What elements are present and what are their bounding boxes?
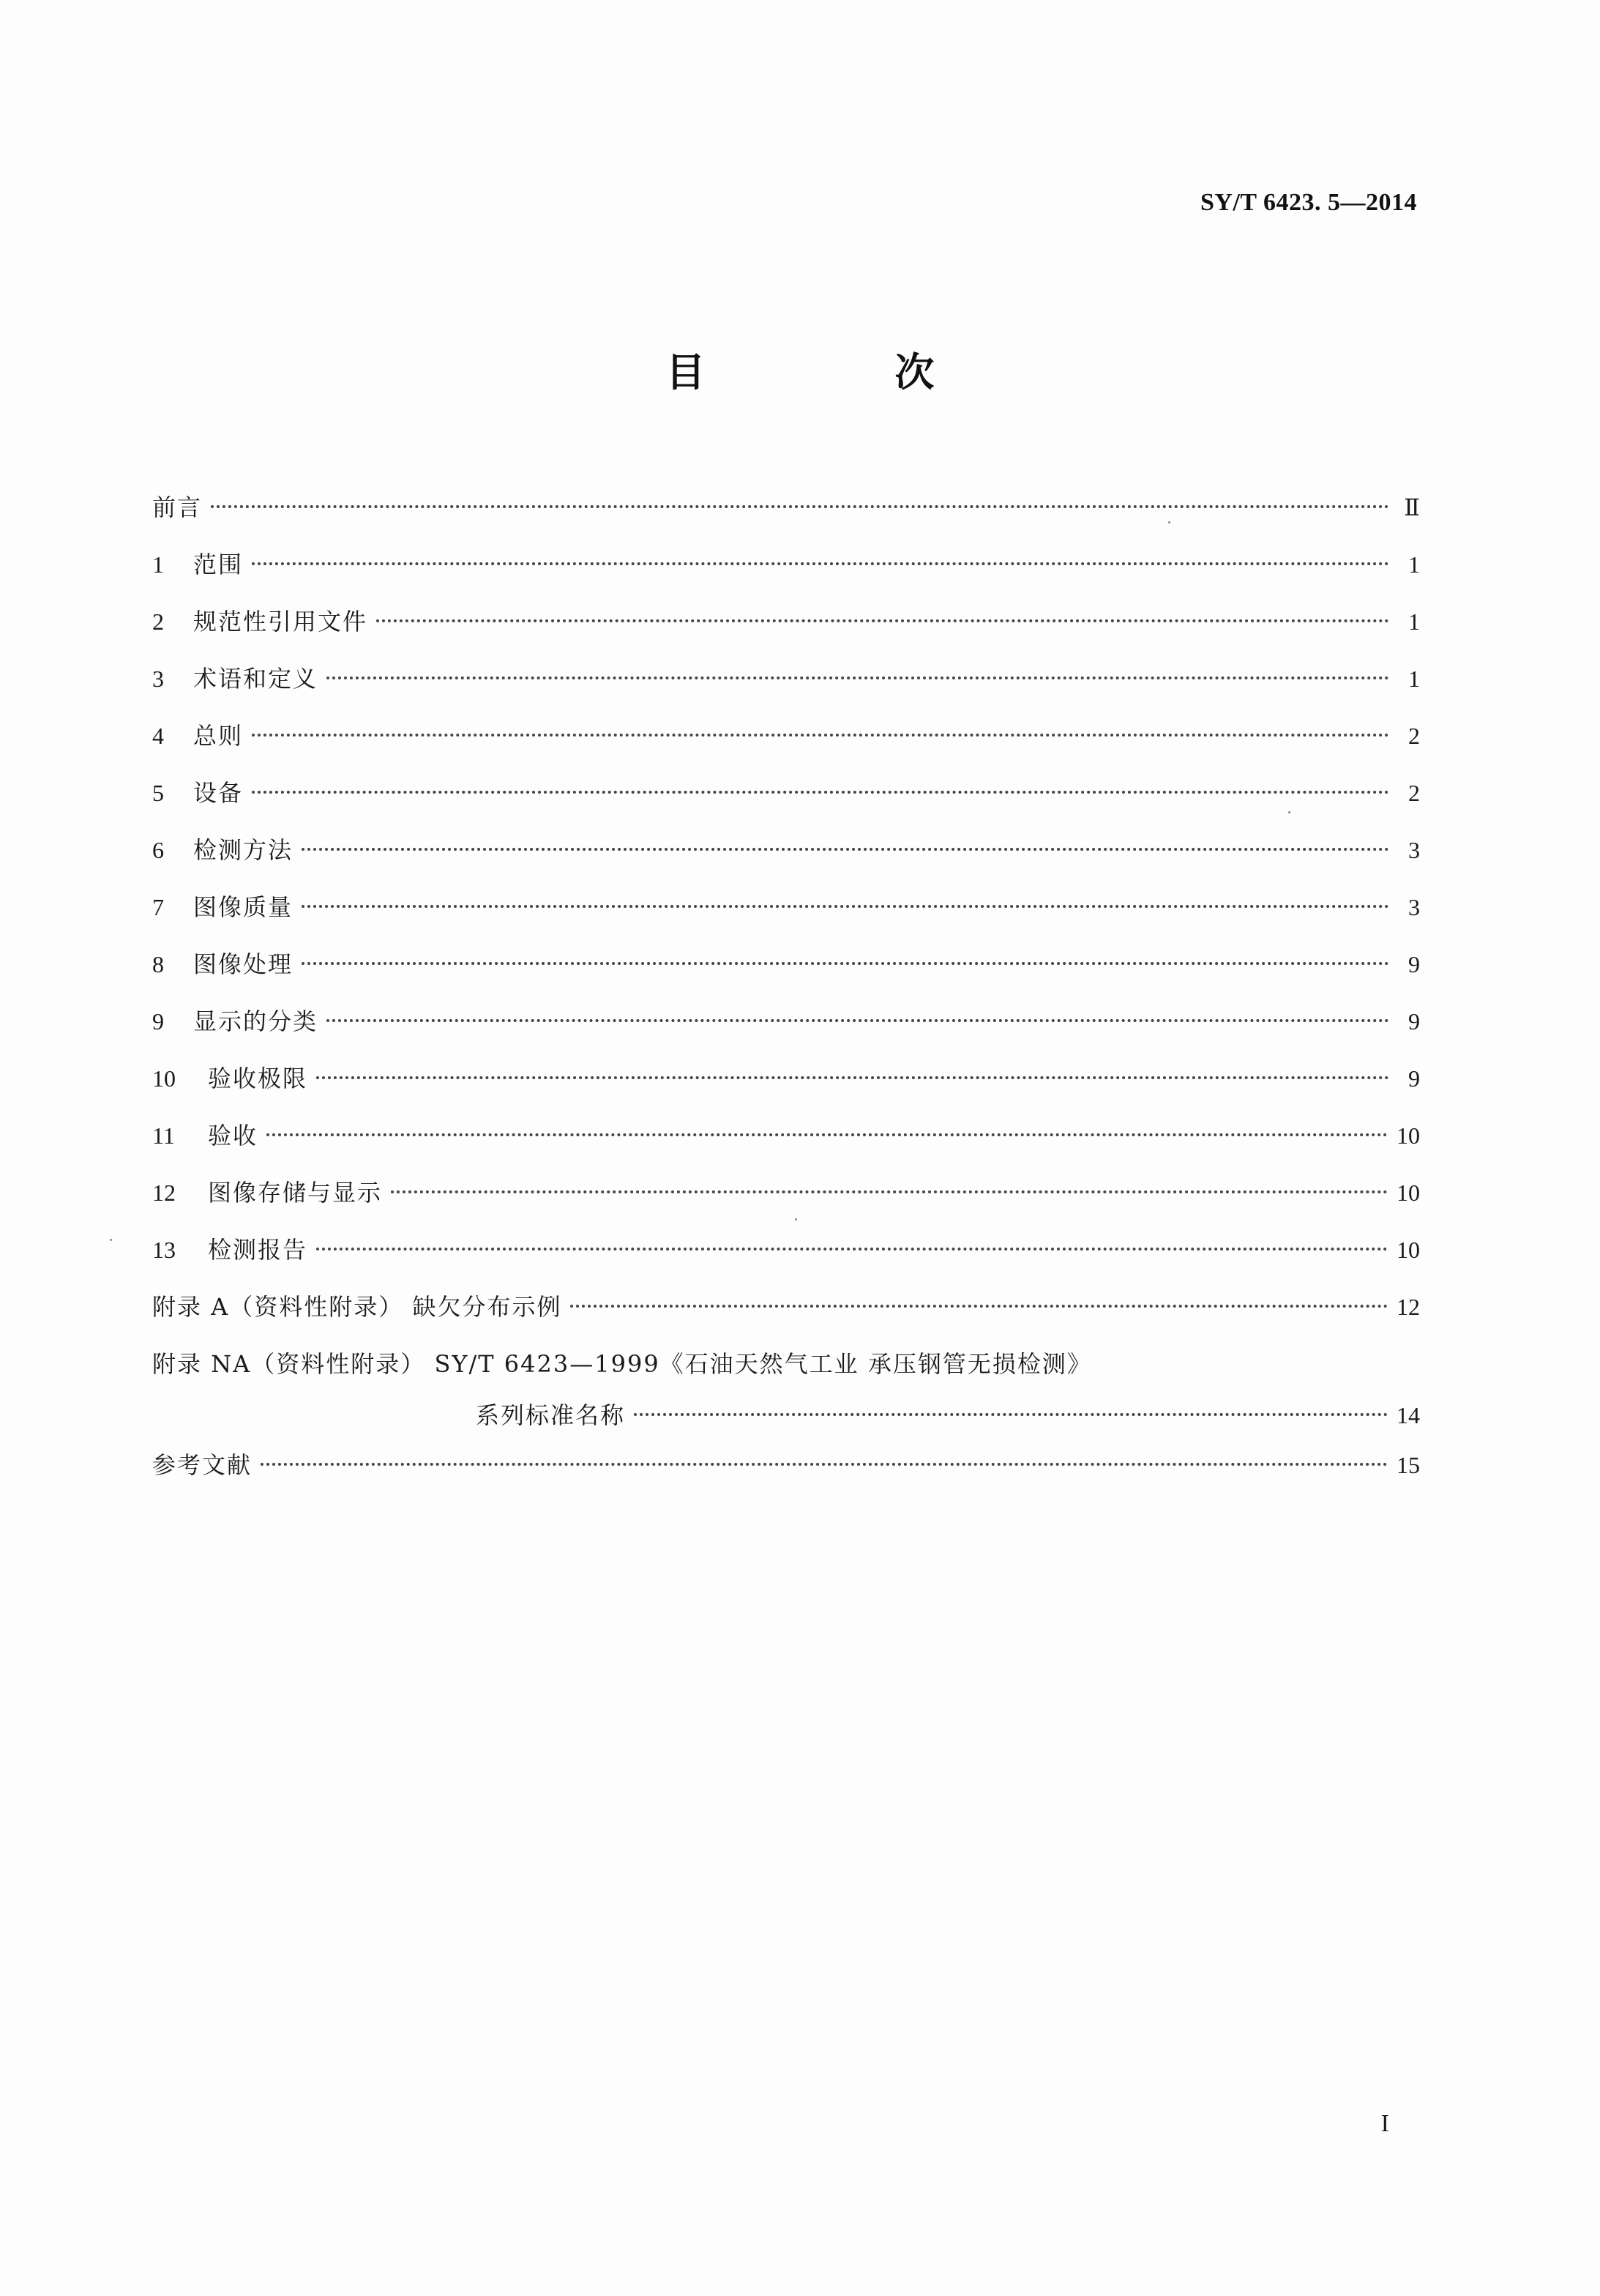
toc-page-number: 3 — [1408, 894, 1420, 920]
toc-page-number: 1 — [1408, 608, 1420, 635]
toc-entry-10[interactable] — [152, 1060, 1420, 1097]
toc-page-number: 1 — [1408, 666, 1420, 692]
toc-entry-4[interactable] — [152, 718, 1420, 754]
toc-page-number: 1 — [1408, 551, 1420, 578]
toc-entry-appendix-a[interactable] — [152, 1289, 1420, 1325]
toc-label: 检测方法 — [193, 836, 294, 864]
toc-page-number: 2 — [1408, 780, 1420, 806]
toc-entry-11[interactable] — [152, 1117, 1420, 1154]
toc-entry-foreword[interactable] — [152, 489, 1420, 526]
toc-number: 10 — [152, 1065, 176, 1092]
toc-page-number: 3 — [1408, 837, 1420, 863]
toc-entry-appendix-na-continued[interactable] — [476, 1397, 1420, 1434]
dot-leader — [302, 962, 1389, 965]
toc-number: 4 — [152, 723, 164, 749]
toc-entry-3[interactable] — [152, 660, 1420, 697]
toc-title: 目 次 — [665, 349, 1023, 395]
toc-label: 检测报告 — [208, 1236, 308, 1264]
toc-label: 显示的分类 — [193, 1007, 318, 1035]
toc-entry-5[interactable] — [152, 775, 1420, 811]
standard-code: SY/T 6423. 5—2014 — [1200, 189, 1417, 216]
dot-leader — [376, 619, 1389, 622]
toc-number: 8 — [152, 951, 164, 977]
toc-number: 6 — [152, 837, 164, 863]
toc-number: 11 — [152, 1122, 175, 1149]
toc-number: 2 — [152, 608, 164, 635]
toc-number: 3 — [152, 666, 164, 692]
toc-page-number: 10 — [1397, 1179, 1420, 1206]
scan-speck — [795, 1218, 797, 1220]
dot-leader — [570, 1305, 1388, 1308]
toc-label: 验收极限 — [208, 1065, 308, 1092]
dot-leader — [634, 1413, 1388, 1416]
toc-page-number: 9 — [1408, 1008, 1420, 1035]
dot-leader — [252, 562, 1389, 565]
dot-leader — [302, 848, 1389, 851]
toc-label: 附录 NA（资料性附录） SY/T 6423—1999《石油天然气工业 承压钢管无损检测》 — [152, 1350, 1092, 1378]
dot-leader — [302, 905, 1389, 908]
toc-label: 图像质量 — [193, 893, 294, 921]
toc-page-number: 14 — [1397, 1402, 1420, 1428]
toc-label: 术语和定义 — [193, 665, 318, 693]
toc-page-number: Ⅱ — [1404, 494, 1420, 521]
dot-leader — [326, 1019, 1389, 1022]
toc-entry-7[interactable] — [152, 889, 1420, 925]
toc-label: 附录 A（资料性附录） 缺欠分布示例 — [152, 1293, 562, 1321]
toc-entry-6[interactable] — [152, 832, 1420, 868]
scan-speck — [1288, 811, 1290, 813]
toc-label: 范围 — [193, 551, 244, 578]
toc-label: 设备 — [193, 779, 244, 807]
toc-number: 9 — [152, 1008, 164, 1035]
scan-speck — [110, 1239, 112, 1241]
toc-number: 12 — [152, 1179, 176, 1206]
toc-entry-1[interactable] — [152, 546, 1420, 583]
toc-page-number: 9 — [1408, 1065, 1420, 1092]
toc-page-number: 10 — [1397, 1237, 1420, 1263]
dot-leader — [316, 1076, 1389, 1079]
toc-label: 图像处理 — [193, 950, 294, 978]
toc-entry-appendix-na[interactable] — [152, 1346, 1420, 1382]
dot-leader — [391, 1190, 1388, 1193]
dot-leader — [266, 1133, 1388, 1136]
toc-entry-9[interactable] — [152, 1003, 1420, 1040]
scan-speck — [1168, 521, 1170, 523]
toc-page-number: 9 — [1408, 951, 1420, 977]
toc-label: 总则 — [193, 722, 244, 750]
toc-label: 验收 — [208, 1122, 258, 1149]
toc-entry-8[interactable] — [152, 946, 1420, 983]
toc-number: 7 — [152, 894, 164, 920]
page-folio: I — [1380, 2110, 1389, 2137]
dot-leader — [252, 734, 1389, 737]
toc-page-number: 2 — [1408, 723, 1420, 749]
toc-label: 图像存储与显示 — [208, 1179, 383, 1207]
dot-leader — [326, 676, 1389, 679]
toc-number: 13 — [152, 1237, 176, 1263]
toc-label: 前言 — [152, 493, 203, 521]
toc-entry-12[interactable] — [152, 1174, 1420, 1211]
toc-entry-references[interactable] — [152, 1447, 1420, 1483]
toc-label: 规范性引用文件 — [193, 608, 368, 636]
toc-entry-13[interactable] — [152, 1231, 1420, 1268]
dot-leader — [316, 1248, 1388, 1250]
toc-number: 1 — [152, 551, 164, 578]
toc-number: 5 — [152, 780, 164, 806]
toc-label: 系列标准名称 — [476, 1401, 626, 1429]
dot-leader — [261, 1463, 1388, 1466]
toc-entry-2[interactable] — [152, 603, 1420, 640]
dot-leader — [252, 791, 1389, 794]
toc-page-number: 12 — [1397, 1294, 1420, 1320]
dot-leader — [211, 505, 1389, 508]
toc-label: 参考文献 — [152, 1451, 253, 1479]
toc-page-number: 15 — [1397, 1452, 1420, 1478]
toc-page-number: 10 — [1397, 1122, 1420, 1149]
